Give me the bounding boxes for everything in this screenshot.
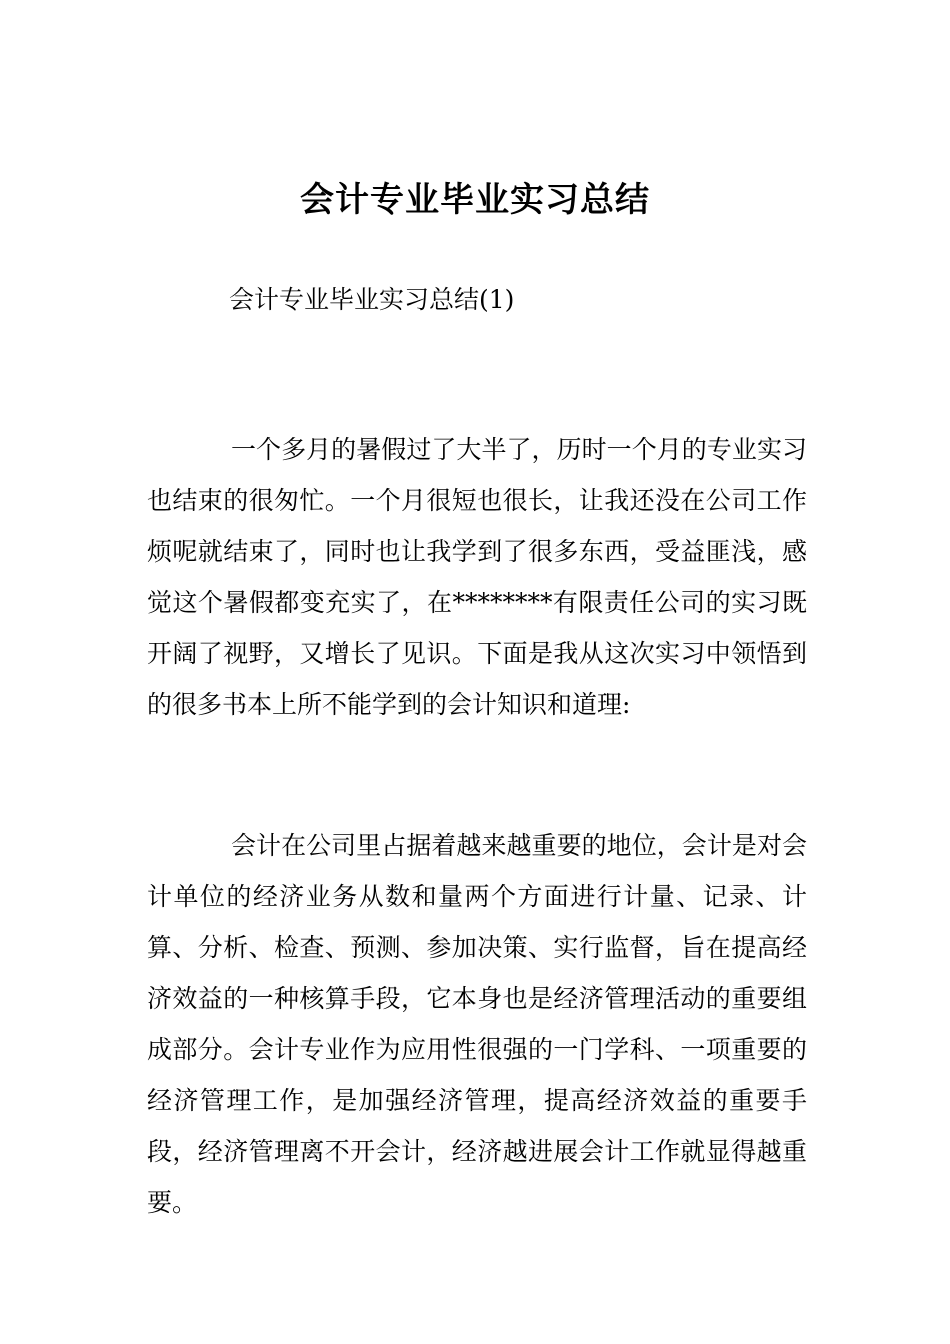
body-paragraph: 会计在公司里占据着越来越重要的地位，会计是对会计单位的经济业务从数和量两个方面进行计量、记录、计算、分析、检查、预测、参加决策、实行监督，旨在提高经济效益的一种核算手段，它本身也是经济管理活动的重要组成部分。会计专业作为应用性很强的一门学科、一项重要的经济管理工作，是加强经济管理，提高经济效益的重要手段，经济管理离不开会计，经济越进展会计工作就显得越重要。 [147, 831, 807, 1217]
document-title: 会计专业毕业实习总结 [300, 180, 650, 220]
body-paragraph: 一个多月的暑假过了大半了，历时一个月的专业实习也结束的很匆忙。一个月很短也很长，让我还没在公司工作烦呢就结束了，同时也让我学到了很多东西，受益匪浅，感觉这个暑假都变充实了，在********有限责任公司的实习既开阔了视野，又增长了见识。下面是我从这次实习中领悟到的很多书本上所不能学到的会计知识和道理: [147, 435, 807, 719]
document-subtitle: 会计专业毕业实习总结(1) [229, 285, 515, 314]
